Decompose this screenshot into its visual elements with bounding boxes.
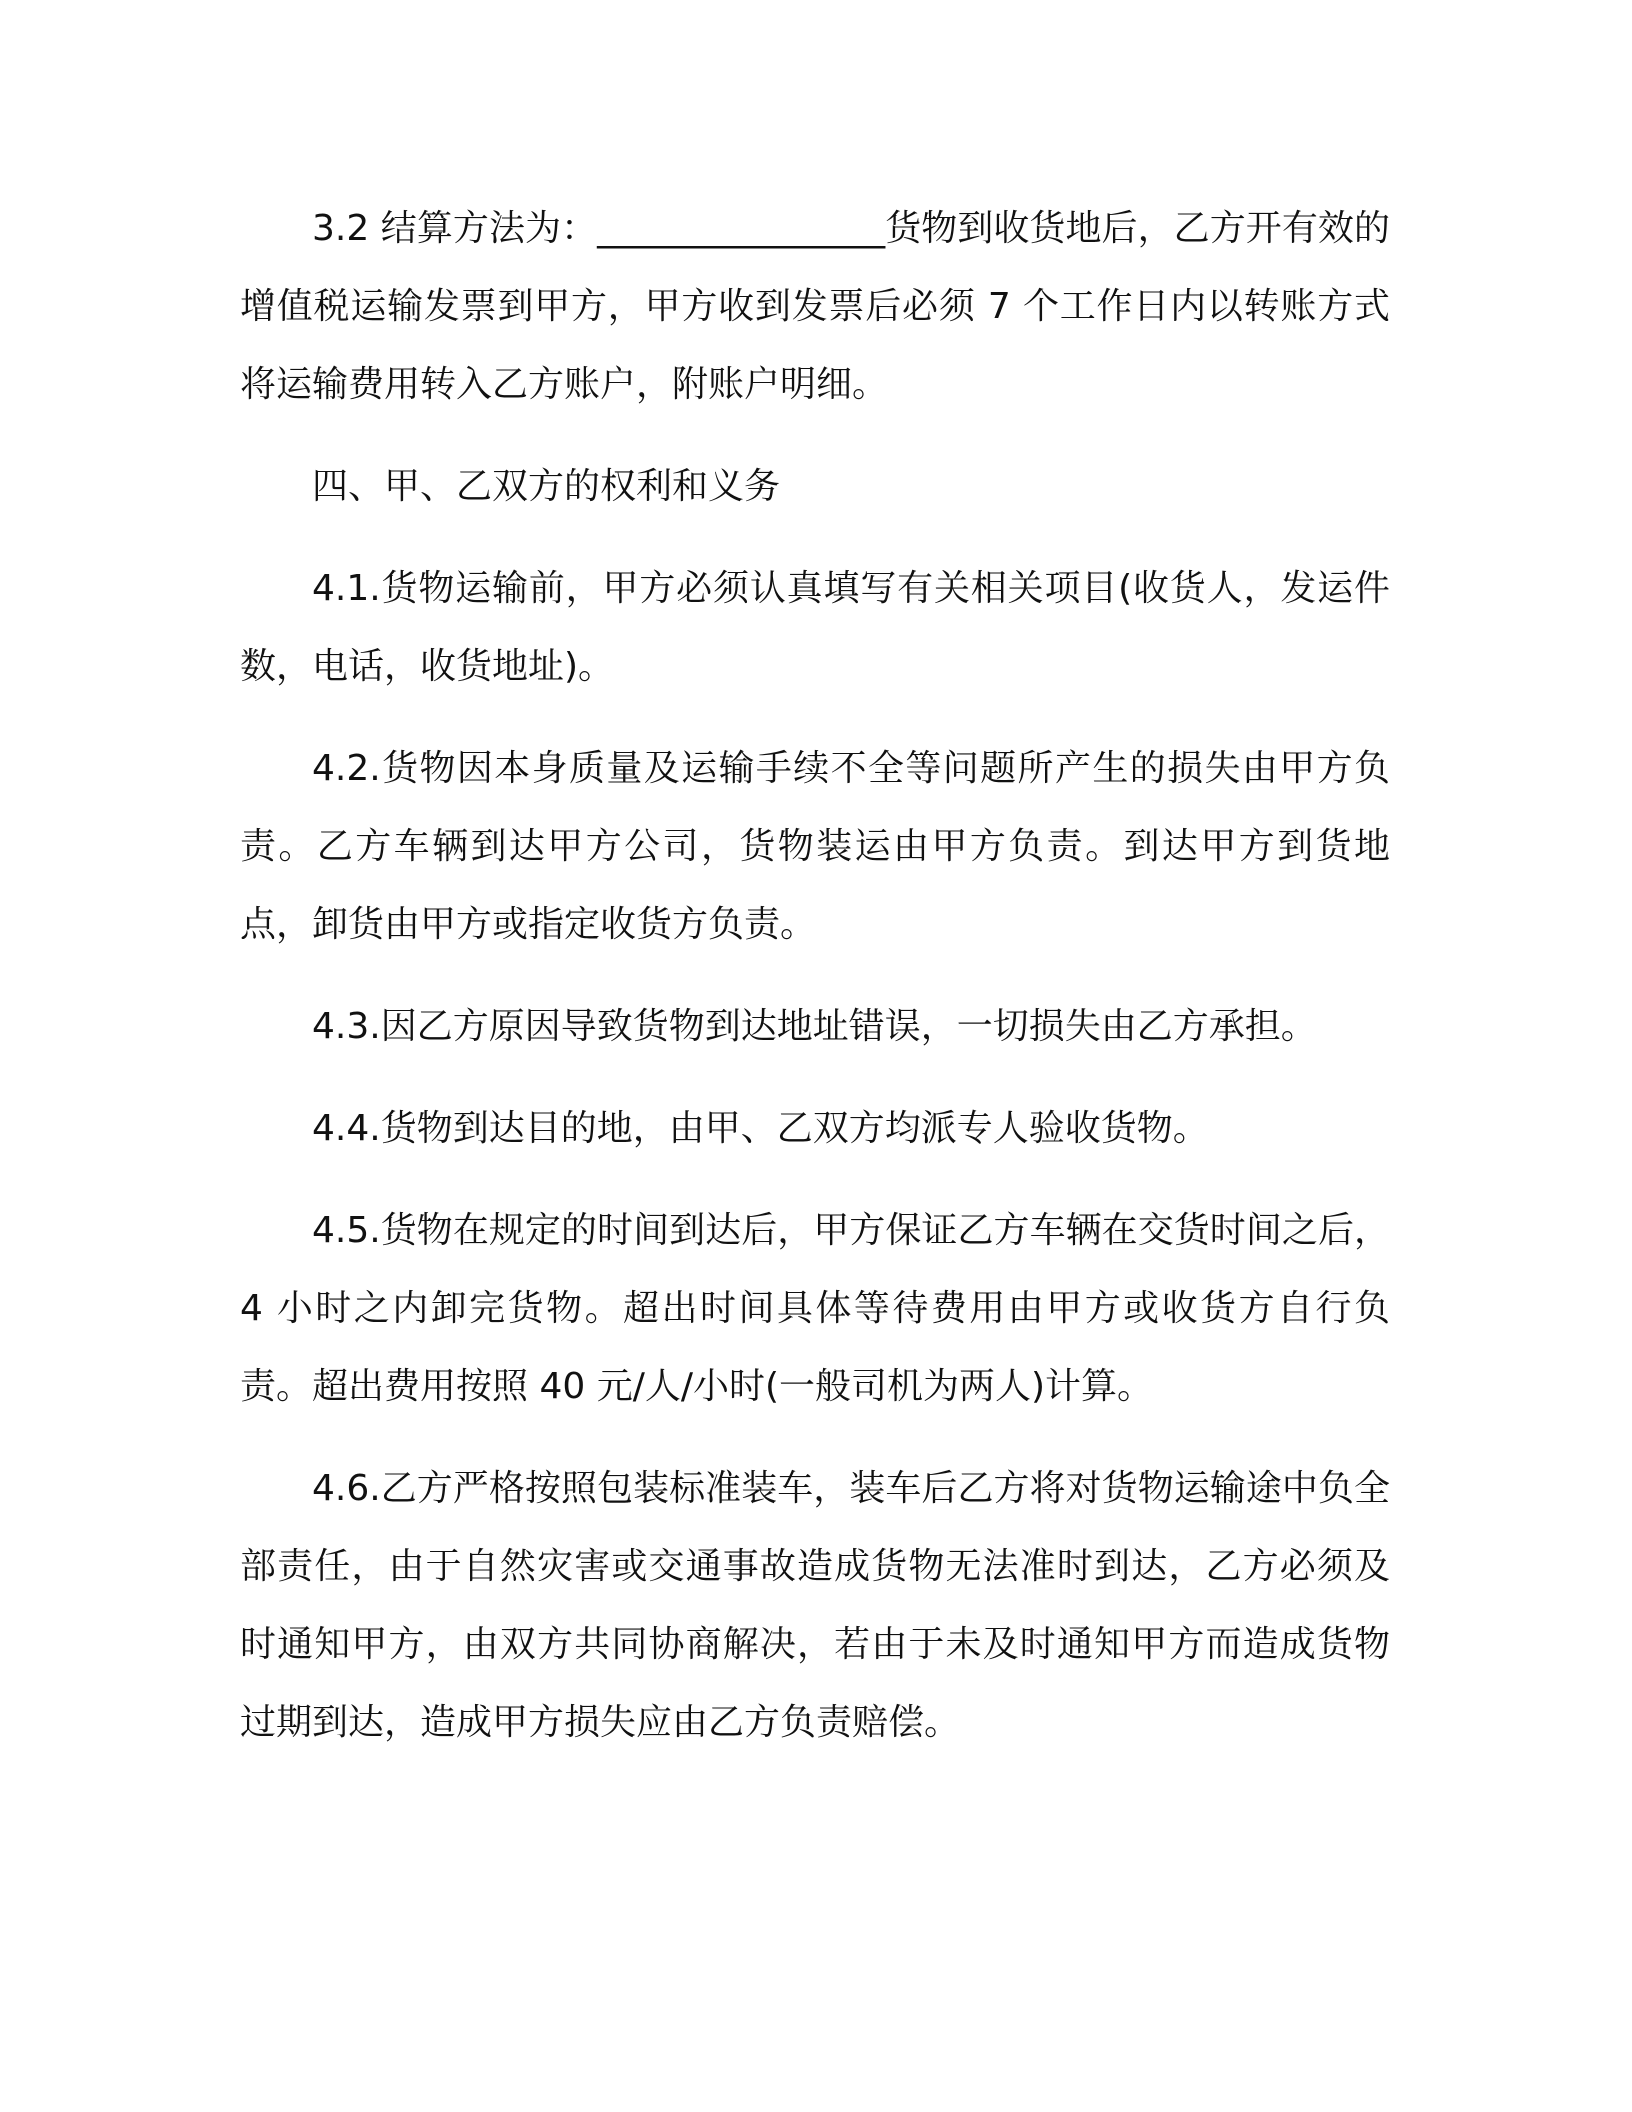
clause-3-2-settlement: 3.2 结算方法为：________________货物到收货地后，乙方开有效的增值税运输发票到甲方，甲方收到发票后必须 7 个工作日内以转账方式将运输费用转入乙方账户，附账户明细。 xyxy=(240,208,1390,405)
clause-4-1: 4.1.货物运输前，甲方必须认真填写有关相关项目(收货人，发运件数，电话，收货地址)。 xyxy=(240,568,1390,687)
clause-4-6: 4.6.乙方严格按照包装标准装车，装车后乙方将对货物运输途中负全部责任，由于自然灾害或交通事故造成货物无法准时到达，乙方必须及时通知甲方，由双方共同协商解决，若由于未及时通知甲方而造成货物过期到达，造成甲方损失应由乙方负责赔偿。 xyxy=(240,1468,1390,1743)
document-page xyxy=(240,190,1390,1786)
clause-4-3: 4.3.因乙方原因导致货物到达地址错误，一切损失由乙方承担。 xyxy=(312,1006,1317,1047)
clause-4-2: 4.2.货物因本身质量及运输手续不全等问题所产生的损失由甲方负责。乙方车辆到达甲方公司，货物装运由甲方负责。到达甲方到货地点，卸货由甲方或指定收货方负责。 xyxy=(240,748,1390,945)
section-4-heading: 四、甲、乙双方的权利和义务 xyxy=(312,466,781,507)
clause-4-5: 4.5.货物在规定的时间到达后，甲方保证乙方车辆在交货时间之后，4 小时之内卸完货物。超出时间具体等待费用由甲方或收货方自行负责。超出费用按照 40 元/人/小时(一般司机为两人)计算。 xyxy=(240,1210,1390,1407)
clause-4-4: 4.4.货物到达目的地，由甲、乙双方均派专人验收货物。 xyxy=(312,1108,1209,1149)
